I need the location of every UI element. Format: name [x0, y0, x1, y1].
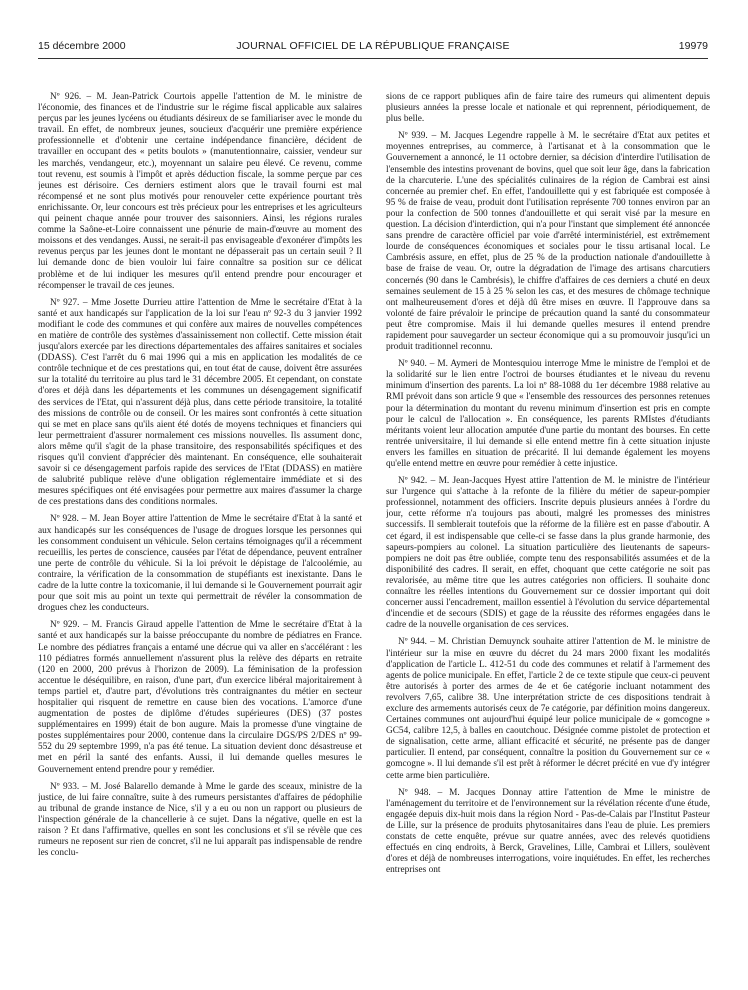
- question-933-continued: sions de ce rapport publiques afin de faire taire des rumeurs qui alimentent depuis plusieurs années la presse locale et nationale et qui reprennent, périodiquement, de plus belle.: [386, 92, 710, 125]
- issue-date: 15 décembre 2000: [38, 40, 126, 52]
- question-928: Nº 928. – M. Jean Boyer attire l'attention de Mme le secrétaire d'Etat à la santé et aux handicapés sur les conséquences de l'usage de drogues lorsque les personnes qui les consomment conduisent un véhicule. Selon certains témoignages qu'il a récemment recueillis, les pertes de conscience, causées par l'état de dépendance, peuvent entraîner une perte de contrôle du véhicule. Si la loi prévoit le dépistage de l'alcoolémie, au contraire, la vérification de la consommation de stupéfiants est inexistante. Dans le cadre de la lutte contre la toxicomanie, il lui demande si le Gouvernement pourrait agir pour que soit mis au point un texte qui permettrait de révéler la consommation de drogues chez les conducteurs.: [38, 514, 362, 614]
- text-columns: [38, 92, 710, 982]
- page-number: 19979: [678, 40, 708, 52]
- header-rule: [38, 58, 708, 59]
- question-926: Nº 926. – M. Jean-Patrick Courtois appelle l'attention de M. le ministre de l'économie, des finances et de l'industrie sur le régime fiscal applicable aux salaires perçus par les jeunes lycéens ou étudiants désireux de se familiariser avec le monde du travail. En effet, de nombreux jeunes, soucieux d'acquérir une première expérience professionnelle et d'obtenir une certaine indépendance financière, décident de travailler en occupant des « petits boulots » (manutentionnaire, caissier, vendeur sur les marchés, vendangeur, etc.), moyennant un salaire peu élevé. Ce revenu, comme tout revenu, est soumis à l'impôt et après déduction fiscale, la somme perçue par ces jeunes est dérisoire. Ces derniers estiment alors que le travail fourni est mal récompensé et ne sont plus motivés pour renouveler cette expérience pourtant très enrichissante. Or, leur concours est très précieux pour les entreprises et les agriculteurs qui peinent chaque année pour trouver des saisonniers. Ainsi, les régions rurales comme la Saône-et-Loire connaissent une pénurie de main-d'œuvre au moment des moissons et des vendanges. Aussi, ne serait-il pas envisageable d'exonérer d'impôts les revenus perçus par les jeunes dont le montant ne dépasserait pas un certain seuil ? Il lui demande donc de bien vouloir lui faire connaître sa position sur ce délicat problème et de lui indiquer les mesures qu'il entend prendre pour encourager et récompenser le travail de ces jeunes.: [38, 92, 362, 291]
- right-column: [386, 92, 710, 982]
- question-939: Nº 939. – M. Jacques Legendre rappelle à M. le secrétaire d'Etat aux petites et moyennes entreprises, au commerce, à l'artisanat et à la consommation que le Gouvernement a annoncé, le 11 octobre dernier, sa décision d'interdire l'utilisation de l'ensemble des intestins provenant de bovins, quel que soit leur âge, dans la fabrication de la charcuterie. L'une des spécialités culinaires de la région de Cambrai est ainsi concernée au premier chef. En effet, l'andouillette qui y est fabriquée est composée à 95 % de fraise de veau, produit dont l'utilisation représente 700 tonnes environ par an pour la confection de 500 tonnes d'andouillette et qui serait visé par la mesure en question. La décision d'interdiction, qui n'a pour l'instant que simplement été annoncée sans prendre de caractère officiel par voie d'arrêté interministériel, est extrêmement lourde de conséquences économiques et sociales pour le tissu artisanal local. Le Cambrésis assure, en effet, plus de 25 % de la production nationale d'andouillette à base de fraise de veau. Or, outre la dégradation de l'image des artisans charcutiers concernés (90 dans le Cambrésis), le chiffre d'affaires de ces derniers a chuté en deux semaines seulement de 15 à 25 % selon les cas, et des mesures de chômage technique ont malheureusement d'ores et déjà dû être mises en œuvre. Il l'approuve dans sa volonté de faire prévaloir le principe de précaution quand la santé du consommateur peut être compromise. Mais il lui demande quelles mesures il entend prendre rapidement pour sauvegarder un secteur économique qui a su promouvoir jusqu'ici un produit traditionnel reconnu.: [386, 131, 710, 353]
- question-933: Nº 933. – M. José Balarello demande à Mme le garde des sceaux, ministre de la justice, de lui faire connaître, suite à des rumeurs persistantes d'affaires de pédophilie au tribunal de grande instance de Nice, s'il y a eu ou non un rapport ou plusieurs de l'inspection générale de la chancellerie à ce sujet. Dans la négative, quelle en est la raison ? Et dans l'affirmative, quelles en sont les conclusions et s'il se révèle que ces rumeurs ne reposent sur rien de concret, s'il ne lui apparaît pas indispensable de rendre les conclu-: [38, 781, 362, 859]
- question-940: Nº 940. – M. Aymeri de Montesquiou interroge Mme le ministre de l'emploi et de la solidarité sur le lien entre l'octroi de bourses étudiantes et le niveau du revenu minimum d'insertion des parents. La loi nº 88-1088 du 1er décembre 1988 relative au RMI prévoit dans son article 9 que « l'ensemble des ressources des personnes retenues pour la détermination du montant du revenu minimum d'insertion est pris en compte pour le calcul de l'allocation ». En conséquence, les parents RMIstes d'étudiants méritants voient leur allocation amputée d'une partie du montant des bourses. En cette rentrée universitaire, il lui demande si elle entend mettre fin à cette situation injuste envers les familles en situation de précarité. Il lui demande également les moyens qu'elle entend mettre en œuvre pour remédier à cette injustice.: [386, 359, 710, 469]
- question-927: Nº 927. – Mme Josette Durrieu attire l'attention de Mme le secrétaire d'Etat à la santé et aux handicapés sur l'application de la loi sur l'eau nº 92-3 du 3 janvier 1992 modifiant le code des communes et qui confère aux maires de nouvelles compétences en matière de contrôle des systèmes d'assainissement non collectif. Cette mission était jusqu'alors exercée par les directions départementales des affaires sanitaires et sociales (DDASS). C'est l'arrêt du 6 mai 1996 qui a mis en application les modalités de ce contrôle technique et de ces prestations qui, en tout état de cause, doivent être assurées sur la totalité du territoire au plus tard le 31 décembre 2005. Et cependant, on constate d'ores et déjà dans les départements et les communes un désengagement significatif des services de l'Etat, qui n'assurent déjà plus, dans cette période transitoire, la totalité des missions de contrôle ou de conseil. Or les maires sont confrontés à cette situation qui se met en place sans qu'ils aient été dotés de moyens techniques et financiers qui leur permettraient d'assurer normalement ces missions nouvelles. Ils assument donc, alors même qu'il s'agit de la phase transitoire, des responsabilités spécifiques et des risques qu'il convient d'apprécier dès maintenant. En conséquence, elle souhaiterait savoir si ce désengagement parfois rapide des services de l'Etat (DDASS) en matière de salubrité publique relève d'une obligation réglementaire immédiate et si des mesures spécifiques ont été envisagées pour permettre aux maires d'assumer la charge de ces prestations dans des conditions normales.: [38, 297, 362, 508]
- page-header: [38, 40, 708, 56]
- journal-title: JOURNAL OFFICIEL DE LA RÉPUBLIQUE FRANÇAISE: [236, 40, 510, 52]
- question-929: Nº 929. – M. Francis Giraud appelle l'attention de Mme le secrétaire d'Etat à la santé et aux handicapés sur la baisse préoccupante du nombre de pédiatres en France. Le nombre des pédiatres français a entamé une décrue qui va aller en s'accélérant : les 110 pédiatres formés annuellement n'assurent plus la relève des départs en retraite (120 en 2000, 200 prévus à l'horizon de 2009). La féminisation de la profession accentue le déséquilibre, en raison, d'une part, d'un exercice libéral majoritairement à temps partiel et, d'autre part, d'évolutions très contraignantes du métier en secteur hospitalier qui risquent de remettre en cause bien des vocations. L'amorce d'une augmentation de postes de diplôme d'études supérieures (DES) (37 postes supplémentaires en 1999) était de bon augure. Mais la promesse d'une vingtaine de postes supplémentaires pour 2000, contenue dans la circulaire DGS/PS 2/DES nº 99-552 du 29 septembre 1999, n'a pas été tenue. La situation devient donc désastreuse et met en péril la santé des enfants. Aussi, il lui demande quelles mesures le Gouvernement entend prendre pour y remédier.: [38, 620, 362, 775]
- question-944: Nº 944. – M. Christian Demuynck souhaite attirer l'attention de M. le ministre de l'intérieur sur la mise en œuvre du décret du 24 mars 2000 fixant les modalités d'application de l'article L. 412-51 du code des communes et relatif à l'armement des agents de police municipale. En effet, l'article 2 de ce texte stipule que ceux-ci peuvent être autorisés à porter des armes de 4e et 6e catégorie incluant notamment des revolvers 7,65, calibre 38. Une interprétation stricte de ces dispositions tendrait à exclure des armements autorisés ceux de 7e catégorie, par définition moins dangereux. Certaines communes ont aujourd'hui équipé leur police municipale de « gomcogne » GC54, calibre 12,5, à balles en caoutchouc. Désignée comme pistolet de protection et de signalisation, cette arme, alliant efficacité et sécurité, ne présente pas de danger particulier. Il entend, par conséquent, connaître la position du Gouvernement sur ce « gomcogne ». Il lui demande s'il est prêt à réformer le décret précité en vue d'y intégrer cette arme bien particulière.: [386, 637, 710, 781]
- question-948: Nº 948. – M. Jacques Donnay attire l'attention de Mme le ministre de l'aménagement du territoire et de l'environnement sur la révélation récente d'une étude, engagée depuis dix-huit mois dans la région Nord - Pas-de-Calais par l'Institut Pasteur de Lille, sur la présence de produits phytosanitaires dans l'eau de pluie. Les premiers constats de cette enquête, prévue sur quatre années, avec des relevés quotidiens effectués en cinq endroits, à Berck, Gravelines, Lille, Cambrai et Lillers, soulèvent d'ores et déjà de nombreuses interrogations, voire inquiétudes. En effet, les recherches entreprises ont: [386, 787, 710, 876]
- question-942: Nº 942. – M. Jean-Jacques Hyest attire l'attention de M. le ministre de l'intérieur sur l'urgence qui s'attache à la refonte de la filière du métier de sapeur-pompier professionnel, notamment des officiers. Inscrite depuis plusieurs années à l'ordre du jour, cette réforme n'a toujours pas abouti, malgré les promesses des ministres successifs. Il semblerait toutefois que la réforme de la filière est en passe d'aboutir. A cet égard, il est indispensable que celle-ci se fasse dans la plus grande harmonie, des sapeurs-pompiers au colonel. La situation particulière des lieutenants de sapeurs-pompiers ne doit pas être oubliée, compte tenu des responsabilités assumées et de la disponibilité des cadres. Il serait, en effet, choquant que cette catégorie ne soit pas revalorisée, au même titre que les autres catégories non officiers. Il souhaite donc connaître les réelles intentions du Gouvernement sur ce dossier important qui doit concerner aussi l'encadrement, maillon essentiel à l'évolution du service départemental d'incendie et de secours (SDIS) et gage de la réussite des réformes engagées dans le cadre de la nouvelle organisation de ces services.: [386, 476, 710, 631]
- left-column: [38, 92, 362, 982]
